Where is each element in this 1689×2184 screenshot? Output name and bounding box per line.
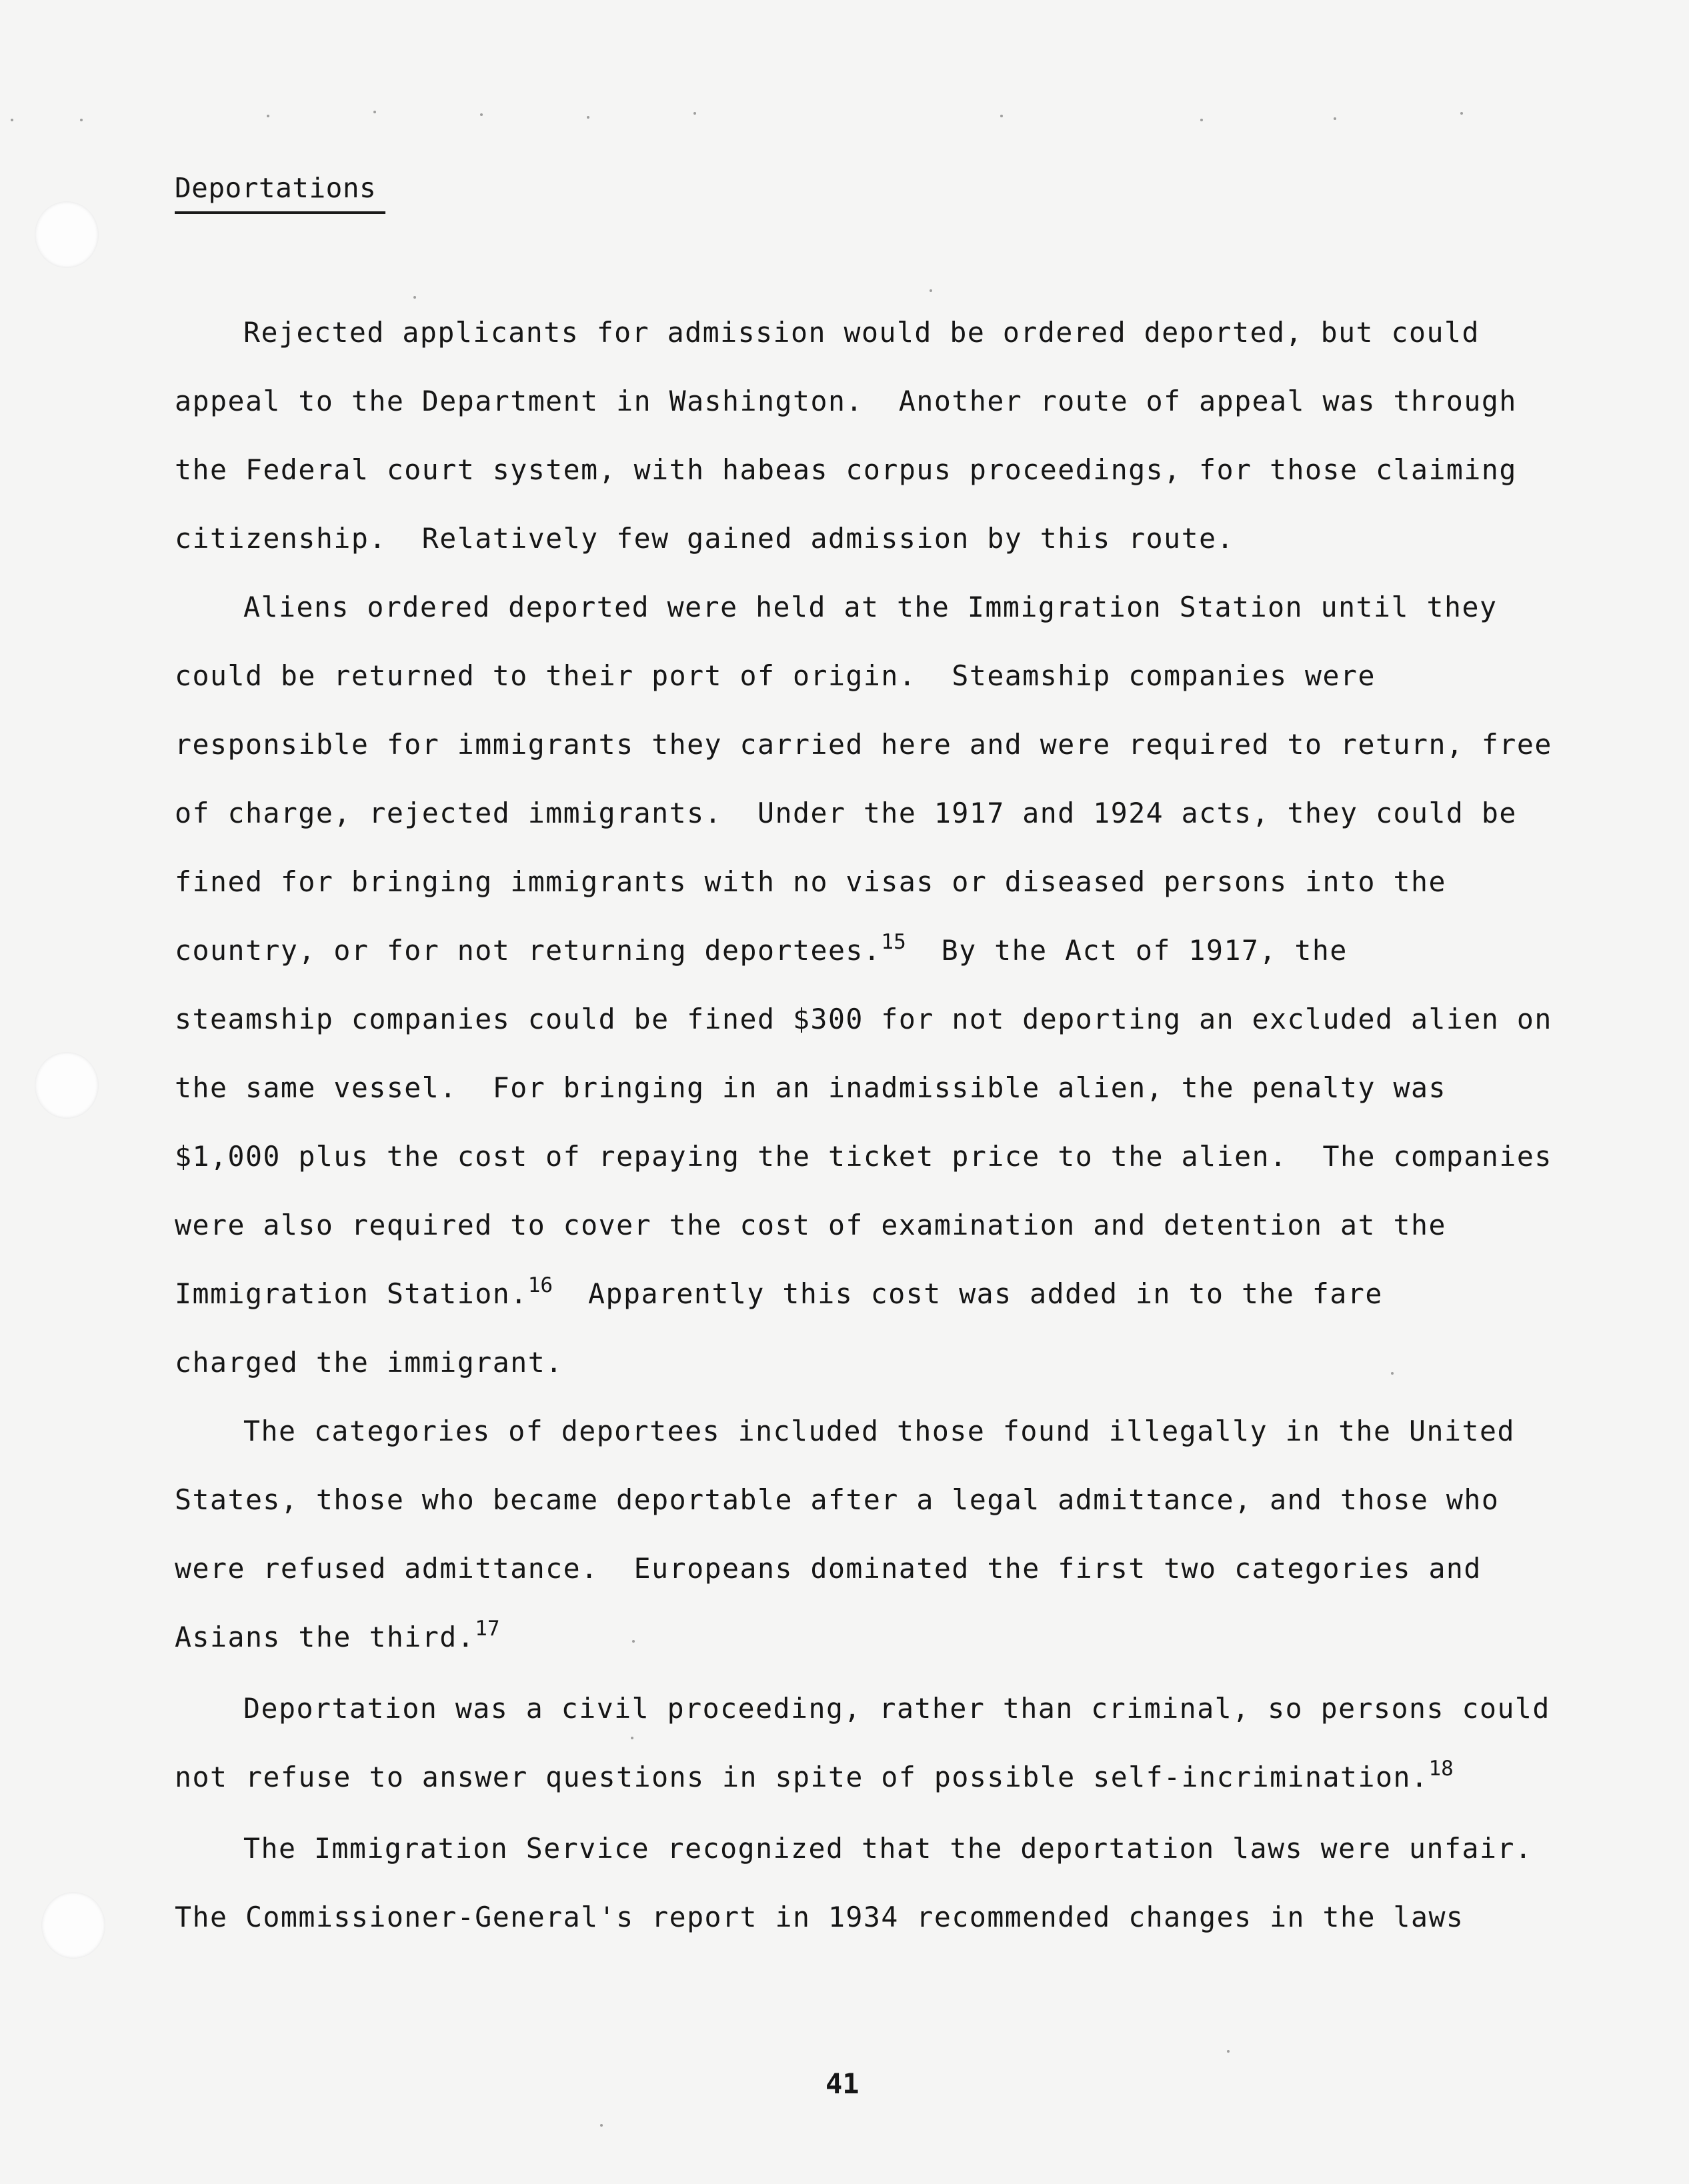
text-line	[175, 929, 1348, 967]
speck	[693, 112, 696, 115]
page-number: 41	[825, 2067, 860, 2100]
speck	[413, 296, 416, 299]
text-line	[175, 453, 1517, 486]
speck	[480, 113, 483, 116]
text-segment: Rejected applicants for admission would be ordered deported, but could	[243, 316, 1480, 349]
text-segment: could be returned to their port of origin. Steamship companies were	[175, 659, 1376, 692]
text-segment: The Immigration Service recognized that the deportation laws were unfair.	[243, 1832, 1533, 1865]
text-segment: Deportation was a civil proceeding, rather than criminal, so persons could	[243, 1692, 1550, 1725]
text-segment: charged the immigrant.	[175, 1346, 563, 1379]
footnote-marker: 16	[527, 1273, 553, 1297]
speck	[1000, 115, 1003, 117]
text-line	[175, 1071, 1446, 1104]
text-segment: citizenship. Relatively few gained admission by this route.	[175, 522, 1235, 555]
heading-underline	[175, 211, 385, 214]
text-segment: responsible for immigrants they carried here and were required to return, free	[175, 728, 1552, 761]
speck	[930, 289, 932, 292]
section-heading: Deportations	[175, 172, 377, 204]
text-line	[175, 1140, 1552, 1173]
punch-hole-bottom	[41, 1892, 105, 1959]
speck	[600, 2124, 603, 2127]
footnote-marker: 17	[475, 1616, 500, 1641]
text-segment: Aliens ordered deported were held at the Immigration Station until they	[243, 591, 1498, 623]
speck	[632, 1640, 635, 1643]
speck	[267, 115, 269, 117]
text-segment: Immigration Station.	[175, 1277, 528, 1310]
speck	[631, 1737, 633, 1739]
text-segment: appeal to the Department in Washington. Another route of appeal was through	[175, 385, 1517, 417]
text-segment: of charge, rejected immigrants. Under the 1917 and 1924 acts, they could be	[175, 797, 1517, 829]
text-segment: country, or for not returning deportees.	[175, 934, 882, 967]
text-segment: The Commissioner-General's report in 1934 recommended changes in the laws	[175, 1901, 1464, 1933]
speck	[11, 119, 13, 121]
text-line	[175, 728, 1552, 761]
text-segment: the same vessel. For bringing in an inadmissible alien, the penalty was	[175, 1071, 1446, 1104]
text-segment: were also required to cover the cost of examination and detention at the	[175, 1209, 1446, 1241]
text-line	[175, 659, 1376, 692]
text-line	[175, 1273, 1383, 1310]
text-line	[175, 1903, 1464, 1931]
text-segment: By the Act of 1917, the	[906, 934, 1348, 967]
text-segment: Apparently this cost was added in to the fare	[553, 1277, 1383, 1310]
text-segment: were refused admittance. Europeans dominated the first two categories and	[175, 1552, 1482, 1585]
footnote-marker: 18	[1428, 1756, 1454, 1781]
text-segment: the Federal court system, with habeas corpus proceedings, for those claiming	[175, 453, 1517, 486]
text-line	[243, 1832, 1533, 1865]
text-line	[175, 1552, 1482, 1585]
text-segment: Asians the third.	[175, 1621, 475, 1653]
speck	[587, 116, 589, 119]
punch-hole-top	[35, 201, 99, 268]
text-line	[243, 316, 1480, 349]
text-line	[175, 799, 1517, 827]
text-line	[175, 1346, 563, 1379]
text-segment: steamship companies could be fined $300 for not deporting an excluded alien on	[175, 1003, 1552, 1035]
punch-hole-middle	[35, 1052, 99, 1119]
speck	[80, 119, 83, 121]
text-line	[243, 1692, 1550, 1725]
footnote-marker: 15	[881, 929, 906, 954]
text-segment: $1,000 plus the cost of repaying the ticket price to the alien. The companies	[175, 1140, 1552, 1173]
text-line	[175, 1483, 1500, 1516]
speck	[1460, 112, 1463, 115]
text-line	[175, 1756, 1454, 1793]
text-segment: The categories of deportees included those found illegally in the United	[243, 1415, 1515, 1447]
text-segment: States, those who became deportable after a legal admittance, and those who	[175, 1483, 1500, 1516]
text-line	[175, 522, 1235, 555]
text-line	[175, 865, 1446, 898]
text-line	[243, 593, 1497, 621]
speck	[1334, 117, 1336, 120]
text-line	[243, 1417, 1515, 1445]
speck	[1391, 1372, 1394, 1375]
text-segment: not refuse to answer questions in spite of possible self-incrimination.	[175, 1761, 1429, 1793]
speck	[373, 111, 376, 113]
text-line	[175, 387, 1517, 415]
text-line	[175, 1616, 500, 1653]
speck	[1227, 2050, 1230, 2053]
text-line	[175, 1005, 1552, 1033]
text-line	[175, 1211, 1446, 1239]
speck	[1200, 119, 1203, 121]
text-segment: fined for bringing immigrants with no visas or diseased persons into the	[175, 865, 1446, 898]
